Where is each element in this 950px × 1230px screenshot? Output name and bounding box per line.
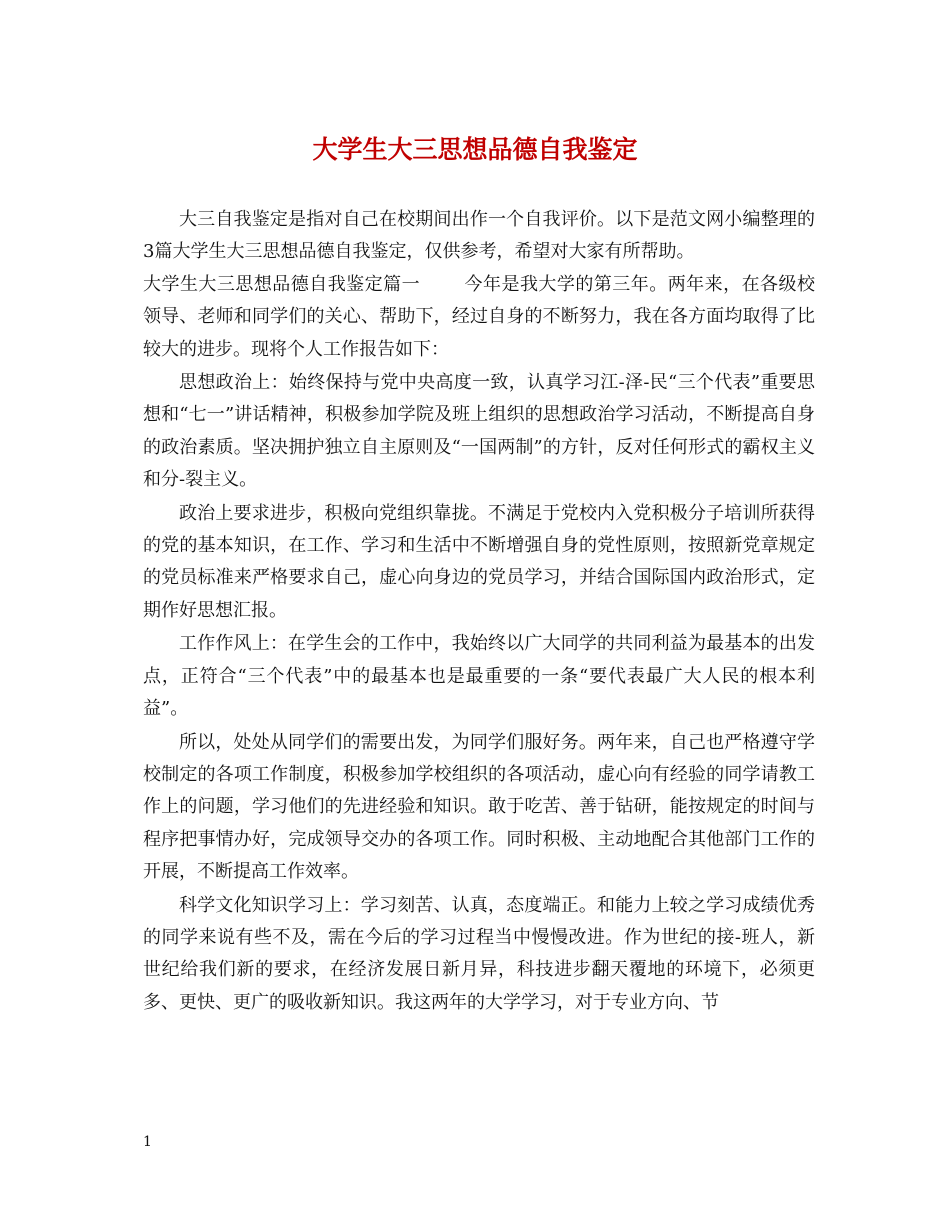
paragraph-politics: 政治上要求进步，积极向党组织靠拢。不满足于党校内入党积极分子培训所获得的党的基本知识，在工作、学习和生活中不断增强自身的党性原则，按照新党章规定的党员标准来严格要求自己，虚心向身边的党员学习，并结合国际国内政治形式，定期作好思想汇报。 bbox=[143, 502, 815, 621]
paragraph-study: 科学文化知识学习上：学习刻苦、认真，态度端正。和能力上较之学习成绩优秀的同学来说有些不及，需在今后的学习过程当中慢慢改进。作为世纪的接-班人，新世纪给我们新的要求，在经济发展日新月异，科技进步翻天覆地的环境下，必须更多、更快、更广的吸收新知识。我这两年的大学学习，对于专业方向、节 bbox=[143, 894, 815, 1013]
section-paragraph bbox=[143, 269, 815, 366]
page-number: 1 bbox=[143, 1134, 152, 1150]
paragraph-work-style: 工作作风上：在学生会的工作中，我始终以广大同学的共同利益为最基本的出发点，正符合“三个代表”中的最基本也是最重要的一条“要代表最广大人民的根本利益”。 bbox=[143, 633, 815, 720]
paragraph-ideology: 思想政治上：始终保持与党中央高度一致，认真学习江-泽-民“三个代表”重要思想和“七一”讲话精神，积极参加学院及班上组织的思想政治学习活动，不断提高自身的政治素质。坚决拥护独立自主原则及“一国两制”的方针，反对任何形式的霸权主义和分-裂主义。 bbox=[143, 372, 815, 491]
document-title: 大学生大三思想品德自我鉴定 bbox=[312, 135, 638, 164]
intro-paragraph: 大三自我鉴定是指对自己在校期间出作一个自我评价。以下是范文网小编整理的3篇大学生大三思想品德自我鉴定，仅供参考，希望对大家有所帮助。 bbox=[143, 209, 815, 263]
section-first-text: 今年是我大学的第三年。两年来，在各级校领导、老师和同学们的关心、帮助下，经过自身的不断努力，我在各方面均取得了比较大的进步。现将个人工作报告如下： bbox=[143, 273, 816, 360]
section-heading: 大学生大三思想品德自我鉴定篇一 bbox=[143, 273, 421, 295]
document-body bbox=[143, 204, 815, 1019]
paragraph-service: 所以，处处从同学们的需要出发，为同学们服好务。两年来，自己也严格遵守学校制定的各项工作制度，积极参加学校组织的各项活动，虚心向有经验的同学请教工作上的问题，学习他们的先进经验和知识。敢于吃苦、善于钻研，能按规定的时间与程序把事情办好，完成领导交办的各项工作。同时积极、主动地配合其他部门工作的开展，不断提高工作效率。 bbox=[143, 731, 815, 883]
